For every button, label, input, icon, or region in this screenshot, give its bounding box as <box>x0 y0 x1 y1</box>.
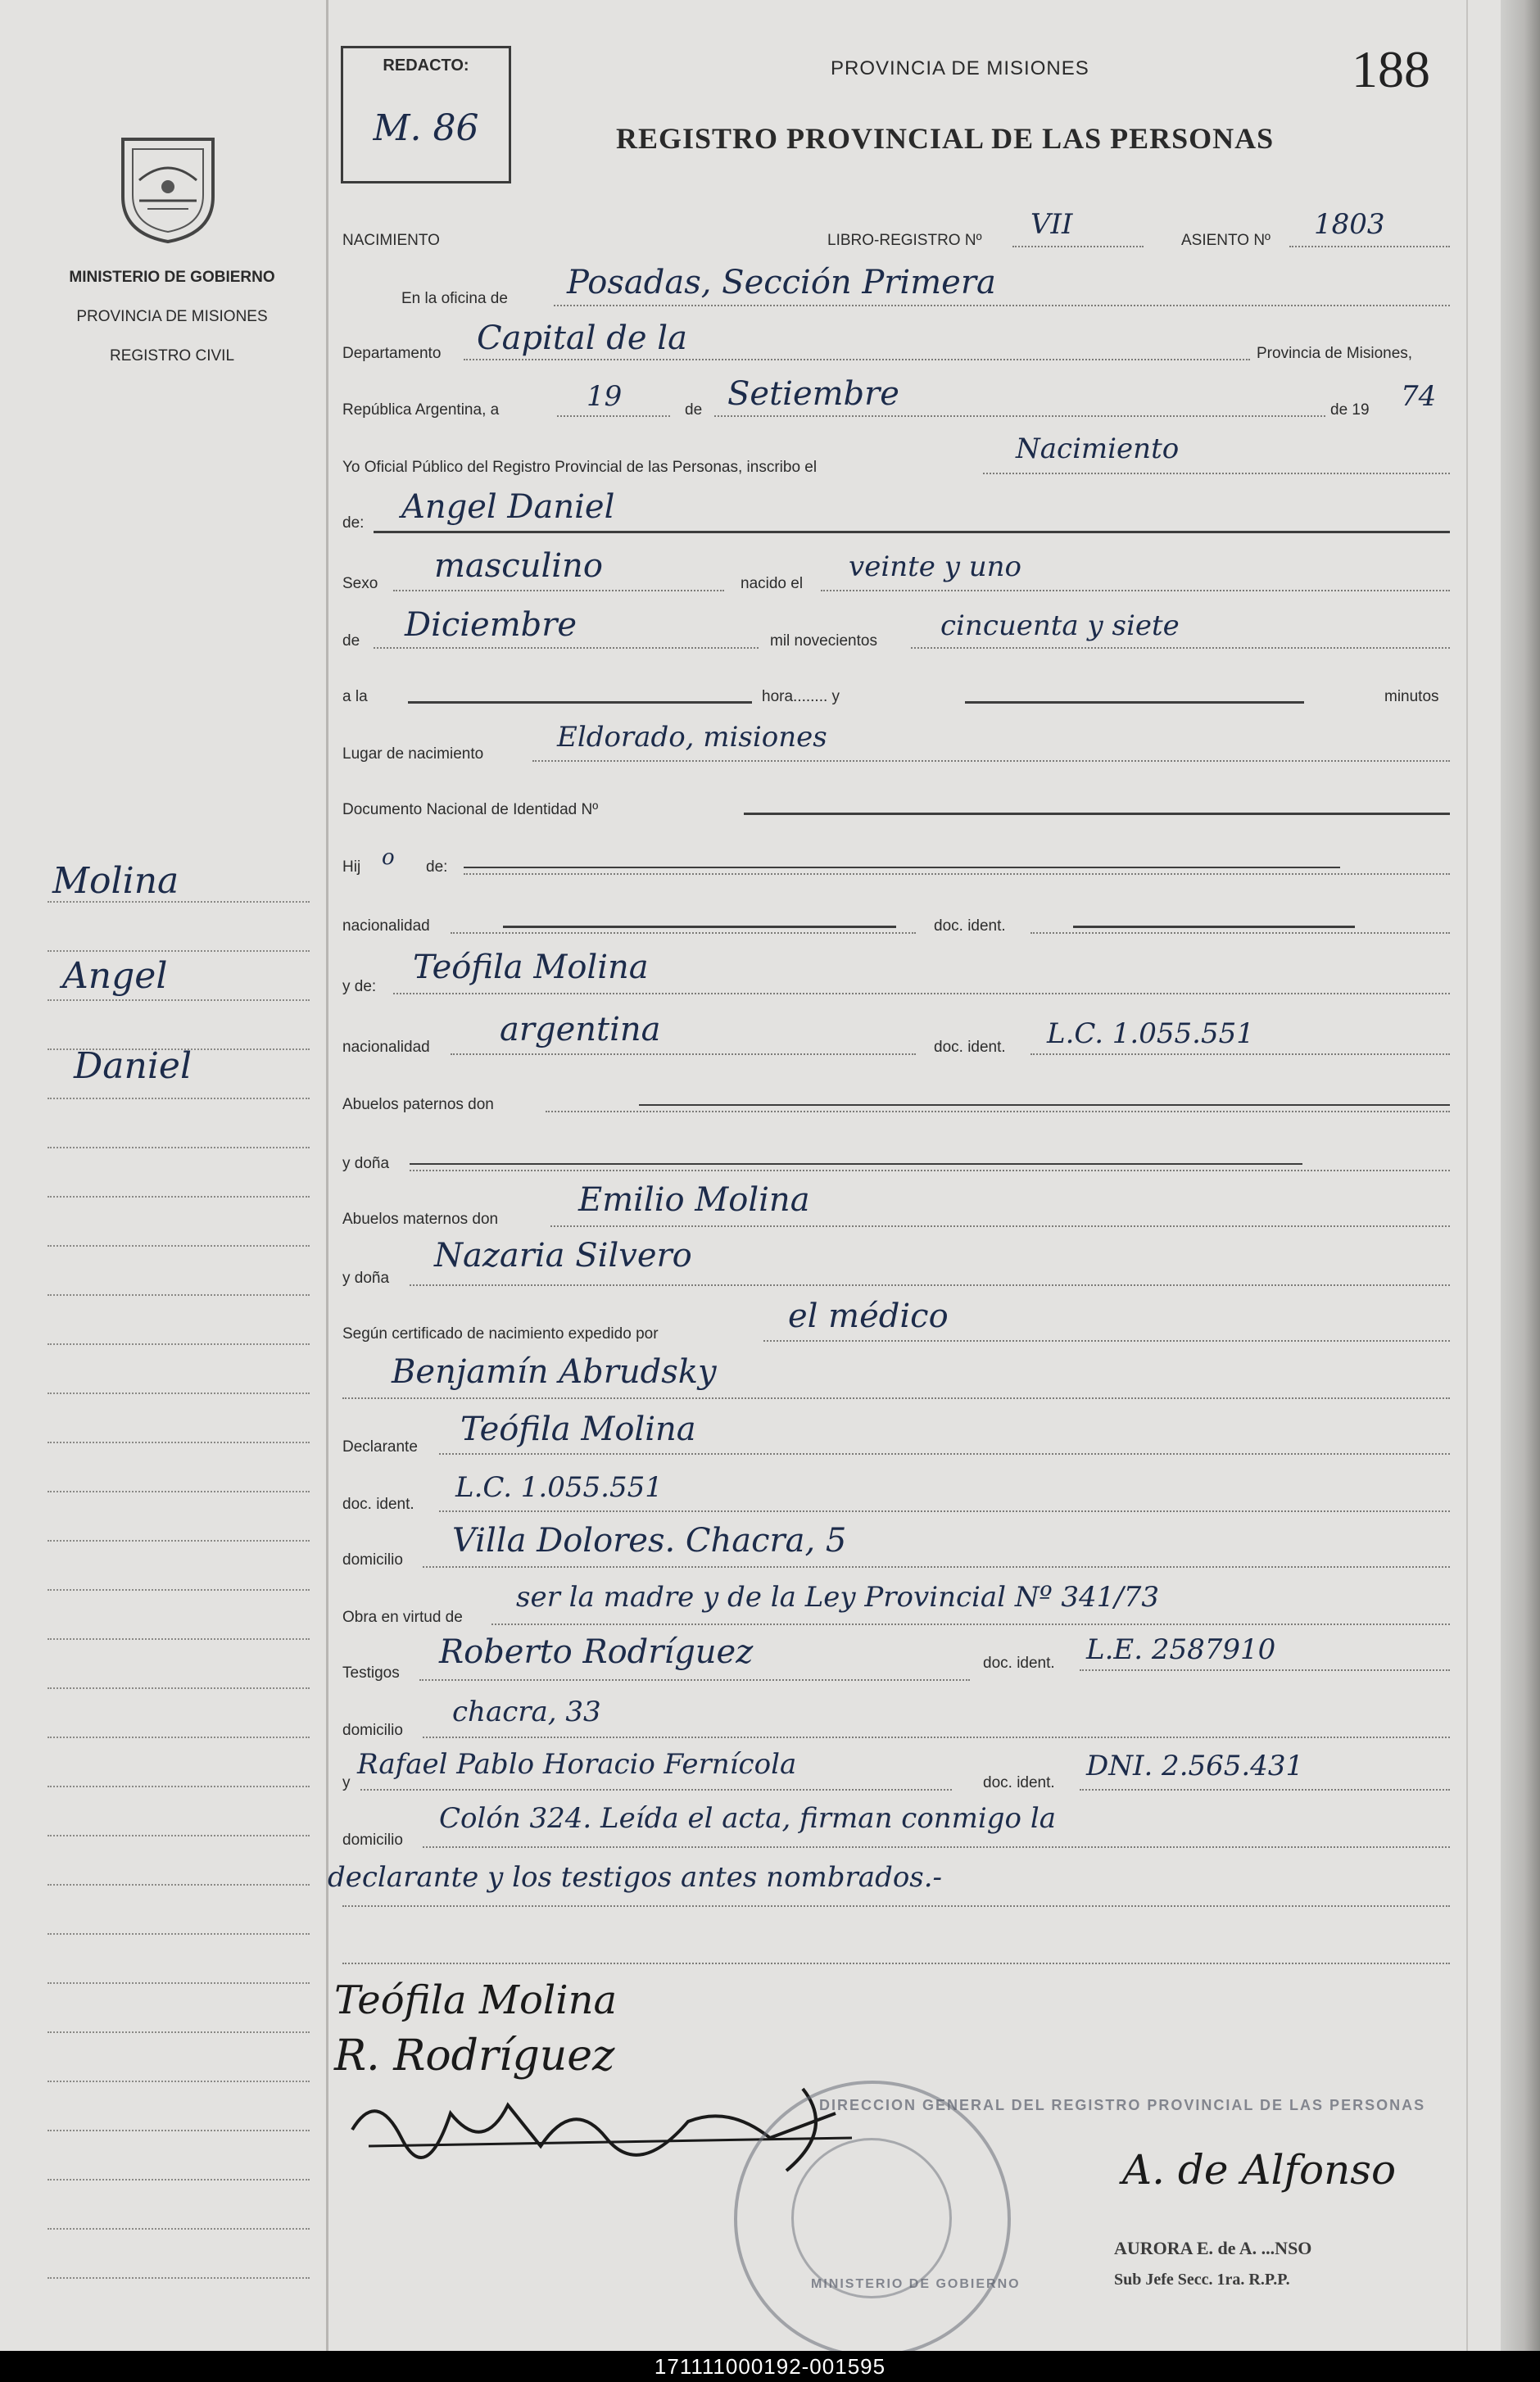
domicilio-value: Villa Dolores. Chacra, 5 <box>452 1522 847 1560</box>
de3-label: de <box>342 632 360 650</box>
oficial-dots <box>983 473 1450 474</box>
blank-dots <box>342 1963 1450 1964</box>
ministry-line-1: MINISTERIO DE GOBIERNO <box>69 269 275 286</box>
official-name: AURORA E. de A. ...NSO <box>1114 2238 1312 2258</box>
declarante-dots <box>439 1453 1450 1455</box>
abuelos-pat-label: Abuelos paternos don <box>342 1096 494 1113</box>
hijo-de-label: de: <box>426 858 448 876</box>
provincia-suffix: Provincia de Misiones, <box>1257 345 1413 362</box>
domicilio3-label: domicilio <box>342 1832 403 1849</box>
minutos-label: minutos <box>1384 688 1439 705</box>
margin-ruled-line <box>48 950 310 952</box>
certificado-label: Según certificado de nacimiento expedido por <box>342 1325 659 1343</box>
y-dona2-label: y doña <box>342 1270 390 1287</box>
abuelos-pat-dots <box>546 1111 1450 1112</box>
margin-rule <box>326 0 328 2351</box>
a-la-label: a la <box>342 688 368 705</box>
province-heading: PROVINCIA DE MISIONES <box>831 57 1089 79</box>
asiento-dots <box>1289 246 1450 247</box>
margin-ruled-line <box>48 2031 310 2033</box>
official-title: Sub Jefe Secc. 1ra. R.P.P. <box>1114 2271 1290 2289</box>
sexo-value: masculino <box>434 547 603 585</box>
margin-ruled-line <box>48 2277 310 2279</box>
nacionalidad-dots <box>451 932 916 934</box>
de2-label: de: <box>342 514 365 532</box>
abuelos-pat-line <box>639 1104 1450 1106</box>
abuelos-mat-dots <box>550 1225 1450 1227</box>
obra-label: Obra en virtud de <box>342 1609 463 1626</box>
domicilio2-value: chacra, 33 <box>452 1696 601 1728</box>
nacido-label: nacido el <box>741 575 804 592</box>
hijo-label: Hij <box>342 858 361 876</box>
doc-ident3-value: L.C. 1.055.551 <box>455 1471 663 1504</box>
margin-ruled-line <box>48 2081 310 2082</box>
hora-line <box>408 701 752 704</box>
margin-ruled-line <box>48 1982 310 1984</box>
medico-value: Benjamín Abrudsky <box>392 1353 717 1391</box>
year-value: 74 <box>1401 380 1437 413</box>
sexo-label: Sexo <box>342 575 378 592</box>
certificado-dots <box>763 1340 1450 1342</box>
redacto-label: REDACTO: <box>383 57 469 75</box>
oficial-label: Yo Oficial Público del Registro Provincial de las Personas, inscribo el <box>342 459 818 476</box>
margin-ruled-line <box>48 2130 310 2131</box>
margin-ruled-line <box>48 1540 310 1542</box>
page-fold-shadow <box>1501 0 1540 2351</box>
redacto-box <box>341 46 511 183</box>
sexo-dots <box>393 590 724 591</box>
official-seal-inner <box>791 2138 952 2298</box>
day-dots <box>557 415 670 417</box>
minutos-line <box>965 701 1304 704</box>
nacido-dots <box>821 590 1450 591</box>
oficina-value: Posadas, Sección Primera <box>567 264 996 301</box>
margin-ruled-line <box>48 1147 310 1148</box>
dni-label: Documento Nacional de Identidad Nº <box>342 801 599 818</box>
nacimiento-label: NACIMIENTO <box>342 232 440 249</box>
nacionalidad2-label: nacionalidad <box>342 1039 430 1056</box>
closing-dots <box>342 1905 1450 1907</box>
libro-label: LIBRO-REGISTRO Nº <box>827 232 982 249</box>
domicilio2-dots <box>423 1737 1450 1738</box>
testigo2-dots <box>360 1789 952 1791</box>
y-dona-dots <box>410 1170 1450 1171</box>
doc-ident2-dots <box>1030 1053 1450 1055</box>
nacionalidad-label: nacionalidad <box>342 917 430 935</box>
day-value: 19 <box>587 380 623 413</box>
margin-ruled-line <box>48 1737 310 1738</box>
doc-ident5-label: doc. ident. <box>983 1774 1055 1791</box>
abuelos-mat-label: Abuelos maternos don <box>342 1211 499 1228</box>
doc-ident4-label: doc. ident. <box>983 1655 1055 1672</box>
medico-dots <box>342 1397 1450 1399</box>
testigo2-value: Rafael Pablo Horacio Fernícola <box>357 1748 797 1781</box>
obra-value: ser la madre y de la Ley Provincial Nº 341/73 <box>516 1581 1160 1614</box>
oficina-dots <box>554 305 1450 306</box>
margin-ruled-line <box>48 1589 310 1591</box>
margin-ruled-line <box>48 1196 310 1198</box>
signature-declarante: Teófila Molina <box>334 1977 618 2023</box>
margin-ruled-line <box>48 1884 310 1886</box>
margin-ruled-line <box>48 1933 310 1935</box>
y-label: y <box>342 1774 351 1791</box>
doc-ident2-label: doc. ident. <box>934 1039 1006 1056</box>
domicilio-label: domicilio <box>342 1551 403 1569</box>
signature-witness-1: R. Rodríguez <box>334 2031 615 2081</box>
y-dona-label: y doña <box>342 1155 390 1172</box>
certificado-value: el médico <box>788 1297 949 1335</box>
doc-ident2-value: L.C. 1.055.551 <box>1047 1017 1254 1050</box>
closing-value: declarante y los testigos antes nombrados.- <box>328 1861 943 1894</box>
year-label: de 19 <box>1330 401 1370 419</box>
seal-inner-text: MINISTERIO DE GOBIERNO <box>811 2277 1021 2291</box>
domicilio3-dots <box>423 1846 1450 1848</box>
margin-ruled-line <box>48 1835 310 1836</box>
birth-month-value: Diciembre <box>405 606 578 644</box>
margin-ruled-line <box>48 1687 310 1689</box>
mil-dots <box>911 647 1450 649</box>
margin-ruled-line <box>48 1491 310 1492</box>
doc-ident-line <box>1073 926 1355 928</box>
margin-ruled-line <box>48 1638 310 1640</box>
margin-ruled-line <box>48 1393 310 1394</box>
domicilio3-value: Colón 324. Leída el acta, firman conmigo la <box>439 1802 1056 1835</box>
doc-ident5-value: DNI. 2.565.431 <box>1086 1750 1304 1782</box>
y-dona-line <box>410 1163 1302 1165</box>
birth-month-dots <box>374 647 759 649</box>
y-de-label: y de: <box>342 978 377 995</box>
ministry-line-2: PROVINCIA DE MISIONES <box>76 308 268 325</box>
margin-ruled-line <box>48 1442 310 1443</box>
month-dots <box>714 415 1325 417</box>
lugar-label: Lugar de nacimiento <box>342 745 484 763</box>
departamento-label: Departamento <box>342 345 442 362</box>
month-value: Setiembre <box>727 375 899 413</box>
mother-value: Teófila Molina <box>413 949 649 986</box>
doc-ident5-dots <box>1080 1789 1450 1791</box>
nacionalidad2-dots <box>451 1053 916 1055</box>
testigo1-dots <box>419 1679 970 1681</box>
testigo1-value: Roberto Rodríguez <box>439 1633 754 1671</box>
doc-ident3-label: doc. ident. <box>342 1496 414 1513</box>
obra-dots <box>491 1623 1450 1625</box>
nacionalidad-line <box>503 926 896 928</box>
doc-ident-label: doc. ident. <box>934 917 1006 935</box>
margin-first-name: Angel <box>62 955 168 997</box>
asiento-label: ASIENTO Nº <box>1181 232 1270 249</box>
margin-second-name: Daniel <box>74 1045 192 1087</box>
name-value: Angel Daniel <box>401 488 615 526</box>
hora-label: hora........ y <box>762 688 840 705</box>
y-dona2-dots <box>410 1284 1450 1286</box>
domicilio2-label: domicilio <box>342 1722 403 1739</box>
doc-ident4-value: L.E. 2587910 <box>1086 1633 1276 1666</box>
page-title: REGISTRO PROVINCIAL DE LAS PERSONAS <box>616 122 1275 155</box>
abuela-mat-value: Nazaria Silvero <box>434 1237 692 1275</box>
departamento-dots <box>464 359 1250 360</box>
libro-dots <box>1012 246 1144 247</box>
signature-official: A. de Alfonso <box>1122 2146 1397 2194</box>
de-label: de <box>685 401 703 419</box>
margin-ruled-line <box>48 1343 310 1345</box>
doc-ident3-dots <box>439 1510 1450 1512</box>
oficial-value: Nacimiento <box>1016 432 1180 465</box>
hijo-dots <box>464 873 1450 875</box>
libro-value: VII <box>1030 208 1073 241</box>
margin-ruled-line <box>48 1294 310 1296</box>
coat-of-arms-icon <box>106 123 229 246</box>
right-rule <box>1466 0 1468 2351</box>
asiento-value: 1803 <box>1314 208 1385 241</box>
republica-label: República Argentina, a <box>342 401 500 419</box>
seal-text: DIRECCION GENERAL DEL REGISTRO PROVINCIAL DE LAS PERSONAS <box>819 2097 1426 2113</box>
margin-ruled-line <box>48 1098 310 1099</box>
margin-ruled-line <box>48 1245 310 1247</box>
nacionalidad2-value: argentina <box>500 1011 661 1048</box>
domicilio-dots <box>423 1566 1450 1568</box>
ministry-line-3: REGISTRO CIVIL <box>109 347 235 365</box>
archive-id-footer: 171111000192-001595 <box>0 2351 1540 2382</box>
lugar-value: Eldorado, misiones <box>557 721 827 754</box>
departamento-value: Capital de la <box>477 319 687 357</box>
mother-dots <box>393 993 1450 994</box>
page-number: 188 <box>1352 40 1430 98</box>
oficina-label: En la oficina de <box>401 290 508 307</box>
lugar-dots <box>532 760 1450 762</box>
testigos-label: Testigos <box>342 1664 400 1682</box>
doc-ident4-dots <box>1080 1669 1450 1671</box>
mil-label: mil novecientos <box>770 632 877 650</box>
hijo-line <box>464 867 1340 868</box>
doc-ident-dots <box>1030 932 1450 934</box>
margin-ruled-line <box>48 999 310 1001</box>
nacido-value: veinte y uno <box>849 550 1021 583</box>
margin-surname: Molina <box>52 860 179 902</box>
name-underline <box>374 531 1450 533</box>
declarante-value: Teófila Molina <box>460 1411 696 1448</box>
hijo-suffix: o <box>382 845 395 870</box>
declarante-label: Declarante <box>342 1438 418 1456</box>
margin-ruled-line <box>48 2228 310 2230</box>
redacto-value: M. 86 <box>373 107 479 149</box>
dni-line <box>744 813 1450 815</box>
mil-value: cincuenta y siete <box>940 609 1180 642</box>
margin-ruled-line <box>48 1786 310 1787</box>
abuelo-mat-value: Emilio Molina <box>578 1181 810 1219</box>
margin-ruled-line <box>48 2179 310 2180</box>
